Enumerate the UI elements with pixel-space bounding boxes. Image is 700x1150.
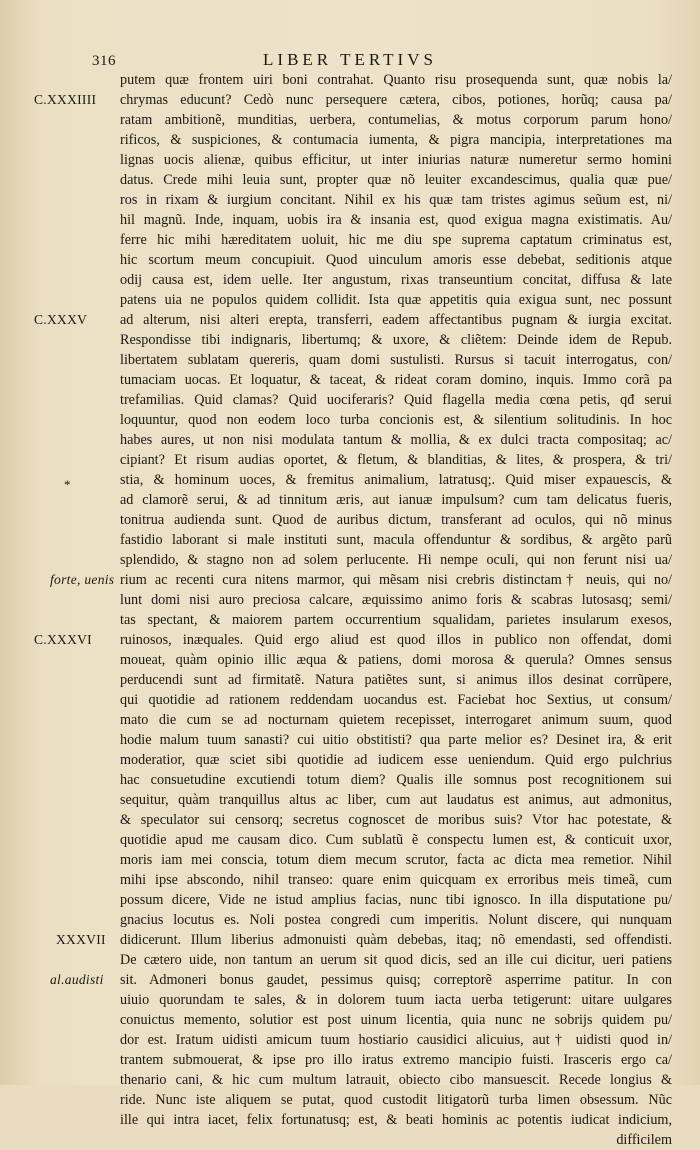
text-line: possum dicere, Vide ne istud amplius facias, nunc tibi ignosco. In illa disputatione pu/ — [120, 892, 672, 908]
running-head: LIBER TERTIVS — [263, 50, 437, 69]
text-line: tonitrua audienda sunt. Quod de auribus dictum, transferant ad oculos, qui nõ minus — [120, 512, 672, 528]
text-line: moris iam mei conscia, totum diem mecum scrutor, facta ac dicta mea remetior. Nihil — [120, 852, 672, 868]
text-line: gnacius locutus es. Noli postea congredi cum imperitis. Nolunt discere, qui nunquam — [120, 912, 672, 928]
text-line: rificos, & suspiciones, & contumacia iumenta, & pigra mancipia, interpretationes ma — [120, 132, 672, 148]
text-line: lignas uocis alienæ, quibus efficitur, ut inter iniurias naturæ numeretur sermo homini — [120, 152, 672, 168]
text-line: datus. Crede mihi leuia sunt, propter quæ nõ leuiter excandescimus, qualia quæ pue/ — [120, 172, 672, 188]
text-line: mato die cum se ad nocturnam quietem recepisset, interrogaret animum suum, quod — [120, 712, 672, 728]
text-line: didicerunt. Illum liberius admonuisti quàm debebas, itaq; nõ emendasti, sed offendisti. — [120, 932, 672, 948]
text-line: tas spectant, & maiorem partem occurrentium squalidam, parietes insularum exesos, — [120, 612, 672, 628]
text-line: conuictus memento, solutior est post uinum licentia, quia nunc ne sobrijs quidem pu/ — [120, 1012, 672, 1028]
text-line: sequitur, quàm tranquillus altus ac liber, cum aut laudatus est animus, aut admonitus, — [120, 792, 672, 808]
text-line: qui quotidie ad rationem reddendam uocandus est. Faciebat hoc Sextius, ut consum/ — [120, 692, 672, 708]
text-line: quotidie apud me causam dico. Cum sublatũ ẽ conspectu lumen est, & conticuit uxor, — [120, 832, 672, 848]
margin-note: C.XXXVI — [34, 632, 92, 647]
text-line: chrymas educunt? Cedò nunc persequere cætera, cibos, potiones, horũq; causa pa/ — [120, 92, 672, 108]
text-line: fastidio laborant si male instituti sunt, macula offenduntur & sordibus, & argẽto parũ — [120, 532, 672, 548]
text-line: ad alterum, nisi alteri erepta, transferri, eadem affectantibus pugnam & iurgia excitat. — [120, 312, 672, 328]
text-line: lunt domi nisi auro preciosa calcare, æquissimo animo foris & scabras lutosasq; semi/ — [120, 592, 672, 608]
text-line: hodie malum tuum sanasti? cui uitio obstitisti? qua parte melior es? Desinet ira, & erit — [120, 732, 672, 748]
page-number: 316 — [92, 53, 116, 69]
text-line: habes aures, ut non nisi modulata tantum & mollia, & ex dulci tracta compositaq; ac/ — [120, 432, 672, 448]
text-line: rium ac recenti cura nitens marmor, qui mẽsam nisi crebris distinctam† neuis, qui no/ — [120, 572, 672, 588]
margin-note: C.XXXV — [34, 312, 88, 327]
text-line: tumaciam uocas. Et loquatur, & taceat, & rideat coram domino, inquis. Immo corã pa — [120, 372, 672, 388]
text-line: libertatem sublatam quereris, quam domi sustulisti. Rursus si tacuit interrogatus, con/ — [120, 352, 672, 368]
text-line: & speculator sui censorq; secretus cognoscet de moribus suis? Vtor hac potestate, & — [120, 812, 672, 828]
text-line: patens uia ne populos quidem collidit. Ista quæ appetitis quia exigua sunt, nec possunt — [120, 292, 672, 308]
text-line: mihi ipse abscondo, nihil transeo: quare enim quicquam ex erroribus meis timeã, cum — [120, 872, 672, 888]
text-line: hac consuetudine excutiendi totum diem? Qualis ille somnus post recognitionem sui — [120, 772, 672, 788]
text-line: ride. Nunc iste aliquem se putat, quod custodit litigatorũ turba limen obsessum. Nũc — [120, 1092, 672, 1108]
margin-note: XXXVII — [56, 932, 106, 947]
text-line: ille qui intra iacet, felix fortunatusq; est, & beati hominis ac potentis iudicat indicium, — [120, 1112, 672, 1128]
text-line: stia, & hominum uoces, & fremitus animalium, latratusq;. Quid miser expauescis, & — [120, 472, 672, 488]
text-line: ruinosos, inæquales. Quid ergo aliud est quod illos in publico non offendat, domi — [120, 632, 672, 648]
text-line: moderatior, quæ sciet sibi quotidie ad iudicem esse ueniendum. Quid ergo pulchrius — [120, 752, 672, 768]
text-line: splendido, & stagno non ad solem perlucente. Hi nempe oculi, qui non ferunt nisi ua/ — [120, 552, 672, 568]
text-line: moueat, quàm opinio illic æqua & patiens, domi morosa & querula? Omnes sensus — [120, 652, 672, 668]
margin-note: al.audisti — [50, 972, 104, 987]
margin-note: C.XXXIIII — [34, 92, 97, 107]
text-line: cipiant? Et risum audias oportet, & fletum, & blanditias, & lites, & prospera, & tri/ — [120, 452, 672, 468]
text-line: hil magnũ. Inde, inquam, uobis ira & insania est, quod exigua magna existimatis. Au/ — [120, 212, 672, 228]
text-line: ratam ambitionẽ, munditias, uerbera, contumelias, & motus corporum parum hono/ — [120, 112, 672, 128]
margin-note: forte, uenis — [50, 572, 115, 587]
text-line: ros in rixam & iurgium concitant. Nihil ex his quæ tam tristes agimus seũum est, ni/ — [120, 192, 672, 208]
text-line: difficilem — [616, 1132, 672, 1148]
text-line: sit. Admoneri bonus gaudet, pessimus quisq; correptorẽ asperrime patitur. In con — [120, 972, 672, 988]
text-line: De cætero uide, non tantum an uerum sit quod dicis, sed an ille cui dicitur, ueri patiens — [120, 952, 672, 968]
text-line: uiuio quorundam te sales, & in dolorem tuum iacta uerba tetigerunt: uitare uulgares — [120, 992, 672, 1008]
text-line: trefamilias. Quid clamas? Quid uociferaris? Quid flagella media cœna petis, qđ serui — [120, 392, 672, 408]
text-line: hic scortum meum concupiuit. Quod uinculum amoris esse debebat, seditionis atque — [120, 252, 672, 268]
text-line: thenario cani, & hic cum multum latrauit, obiecto cibo mansuescit. Recede longius & — [120, 1072, 672, 1088]
text-line: putem quæ frontem uiri boni contrahat. Quanto risu prosequenda sunt, quæ nobis la/ — [120, 72, 672, 88]
margin-star: * — [64, 477, 71, 492]
text-line: perducendi sunt ad firmitatẽ. Natura patiẽtes sunt, si animus illos desinat corrũpere, — [120, 672, 672, 688]
text-line: ferre hic mihi hæreditatem uoluit, hic me diu spe suprema captatum criminatus est, — [120, 232, 672, 248]
text-line: loquuntur, quod non eodem loco turba concionis est, & silentium solitudinis. In hoc — [120, 412, 672, 428]
text-line: Respondisse tibi indignaris, libertumq; & uxore, & cliẽtem: Deinde idem de Repub. — [120, 332, 672, 348]
text-line: odij causa est, idem uelle. Iter angustum, rixas transeuntium concitat, diffusa & late — [120, 272, 672, 288]
text-line: ad clamorẽ serui, & ad tinnitum æris, aut ianuæ impulsum? cum tam delicatus fueris, — [120, 492, 672, 508]
text-line: trantem submouerat, & ipse pro illo iratus extremo mancipio fuisti. Irasceris ergo ca/ — [120, 1052, 672, 1068]
text-line: dor est. Iratum uidisti amicum tuum hostiario causidici alicuius, aut† uidisti quod in/ — [120, 1032, 672, 1048]
